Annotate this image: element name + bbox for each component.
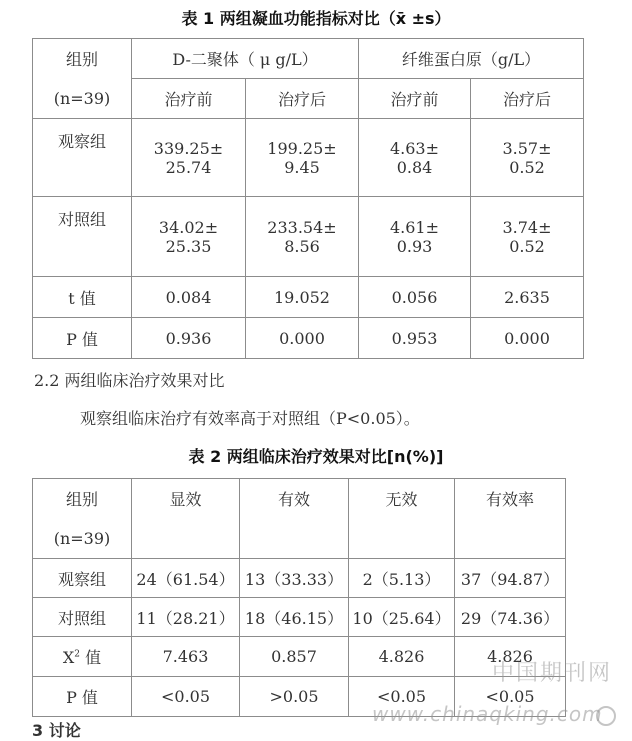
- sd: 0.93: [396, 236, 433, 256]
- sd: 0.52: [509, 236, 545, 256]
- next-section-heading-cut: 3 讨论: [32, 721, 81, 740]
- sd: 8.56: [284, 236, 320, 256]
- data-cell: 37（94.87）: [455, 559, 566, 598]
- mean: 233.54±: [267, 217, 337, 237]
- group-header: 组别: [65, 50, 98, 70]
- data-cell: [471, 197, 584, 277]
- mean: 4.63±: [389, 138, 440, 158]
- data-cell: [132, 119, 246, 197]
- row-label: 对照组: [33, 197, 132, 277]
- ddimer-after-header: 治疗后: [246, 79, 359, 119]
- header-ineffective: 无效: [349, 479, 455, 559]
- table2-row-control: [33, 598, 566, 637]
- mean: 3.57±: [502, 138, 552, 158]
- data-cell: 11（28.21）: [132, 598, 240, 637]
- data-cell: 19.052: [246, 277, 359, 318]
- table2: [32, 478, 566, 717]
- data-cell: [359, 197, 471, 277]
- row-label: [33, 637, 132, 677]
- data-cell: <0.05: [349, 677, 455, 717]
- row-label: 对照组: [33, 598, 132, 637]
- mean: 3.74±: [502, 217, 552, 237]
- table1-row-control: [33, 197, 584, 277]
- row-label: 观察组: [33, 119, 132, 197]
- chi-superscript: 2: [74, 649, 81, 660]
- data-cell: >0.05: [240, 677, 349, 717]
- n-header: (n=39): [53, 88, 111, 108]
- data-cell: <0.05: [455, 677, 566, 717]
- data-cell: [246, 197, 359, 277]
- table1-row-t: [33, 277, 584, 318]
- data-cell: 2（5.13）: [349, 559, 455, 598]
- sd: 25.35: [165, 236, 212, 256]
- data-cell: 10（25.64）: [349, 598, 455, 637]
- header-marked-effective: 显效: [132, 479, 240, 559]
- table1-caption: 表 1 两组凝血功能指标对比（x̄ ±s）: [181, 9, 451, 28]
- table2-caption: 表 2 两组临床治疗效果对比[n(%)]: [188, 447, 444, 466]
- data-cell: [471, 119, 584, 197]
- table1: [32, 38, 584, 359]
- data-cell: <0.05: [132, 677, 240, 717]
- sd: 9.45: [284, 157, 320, 177]
- mean: 4.61±: [389, 217, 440, 237]
- header-efficacy-rate: 有效率: [455, 479, 566, 559]
- header-effective: 有效: [240, 479, 349, 559]
- watermark-logo-icon: [596, 706, 616, 726]
- data-cell: 29（74.36）: [455, 598, 566, 637]
- data-cell: 2.635: [471, 277, 584, 318]
- table2-row-observation: [33, 559, 566, 598]
- mean: 34.02±: [158, 217, 219, 237]
- fib-after-header: 治疗后: [471, 79, 584, 119]
- row-label: 观察组: [33, 559, 132, 598]
- data-cell: 4.826: [455, 637, 566, 677]
- group-header: 组别: [33, 479, 132, 519]
- data-cell: 0.084: [132, 277, 246, 318]
- ddimer-before-header: 治疗前: [132, 79, 246, 119]
- data-cell: [246, 119, 359, 197]
- sd: 25.74: [165, 157, 212, 177]
- fib-before-header: 治疗前: [359, 79, 471, 119]
- ddimer-header: D-二聚体（ μ g/L）: [132, 39, 359, 79]
- data-cell: 0.000: [246, 318, 359, 359]
- row-label: P 值: [33, 677, 132, 717]
- table1-row-p: [33, 318, 584, 359]
- group-header-cell: [33, 39, 132, 79]
- row-label: t 值: [33, 277, 132, 318]
- section-paragraph: 观察组临床治疗有效率高于对照组（P<0.05）。: [80, 409, 420, 428]
- data-cell: 7.463: [132, 637, 240, 677]
- n-header: (n=39): [33, 519, 132, 559]
- fibrinogen-header: 纤维蛋白原（g/L）: [359, 39, 584, 79]
- data-cell: 13（33.33）: [240, 559, 349, 598]
- chi-suffix: 值: [80, 648, 102, 667]
- row-label: P 值: [33, 318, 132, 359]
- data-cell: 4.826: [349, 637, 455, 677]
- data-cell: 0.936: [132, 318, 246, 359]
- table1-subheader-row: [33, 79, 584, 119]
- data-cell: [359, 119, 471, 197]
- mean: 199.25±: [267, 138, 337, 158]
- sd: 0.84: [396, 157, 433, 177]
- data-cell: 0.000: [471, 318, 584, 359]
- data-cell: [132, 197, 246, 277]
- section-heading: 2.2 两组临床治疗效果对比: [34, 371, 225, 390]
- data-cell: 0.056: [359, 277, 471, 318]
- watermark-url: www.chinaqking.com: [372, 702, 603, 726]
- mean: 339.25±: [153, 138, 224, 158]
- n-header-cell: [33, 79, 132, 119]
- table1-header-row: [33, 39, 584, 79]
- sd: 0.52: [509, 157, 545, 177]
- table2-row-chi2: [33, 637, 566, 677]
- chi-label: X: [62, 648, 75, 667]
- data-cell: 24（61.54）: [132, 559, 240, 598]
- data-cell: 0.953: [359, 318, 471, 359]
- table2-header-row: [33, 479, 566, 519]
- data-cell: 18（46.15）: [240, 598, 349, 637]
- table1-row-observation: [33, 119, 584, 197]
- data-cell: 0.857: [240, 637, 349, 677]
- watermark-chinese: 中国期刊网: [492, 661, 613, 686]
